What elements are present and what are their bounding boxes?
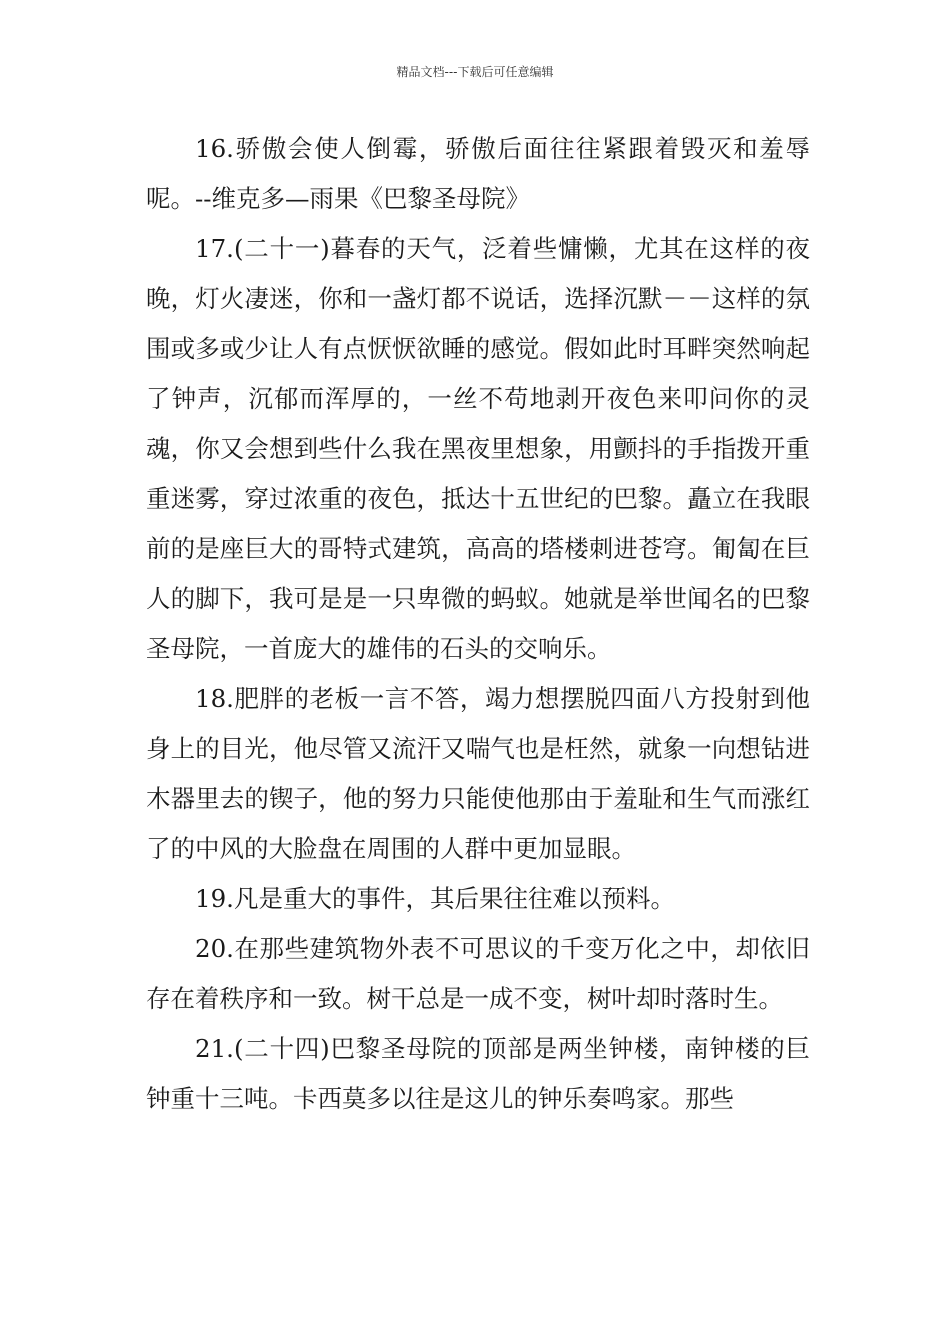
document-body <box>146 124 810 1124</box>
paragraph-21: 21.(二十四)巴黎圣母院的顶部是两坐钟楼，南钟楼的巨钟重十三吨。卡西莫多以往是这儿的钟乐奏鸣家。那些 <box>146 1034 810 1113</box>
paragraph-17: 17.(二十一)暮春的天气，泛着些慵懒，尤其在这样的夜晚，灯火凄迷，你和一盏灯都不说话，选择沉默－－这样的氛围或多或少让人有点恹恹欲睡的感觉。假如此时耳畔突然响起了钟声，沉郁而浑厚的，一丝不苟地剥开夜色来叩问你的灵魂，你又会想到些什么我在黑夜里想象，用颤抖的手指拨开重重迷雾，穿过浓重的夜色，抵达十五世纪的巴黎。矗立在我眼前的是座巨大的哥特式建筑，高高的塔楼刺进苍穹。匍匐在巨人的脚下，我可是是一只卑微的蚂蚁。她就是举世闻名的巴黎圣母院，一首庞大的雄伟的石头的交响乐。 <box>146 234 810 663</box>
paragraph-18: 18.肥胖的老板一言不答，竭力想摆脱四面八方投射到他身上的目光，他尽管又流汗又喘气也是枉然，就象一向想钻进木器里去的锲子，他的努力只能使他那由于羞耻和生气而涨红了的中风的大脸盘在周围的人群中更加显眼。 <box>146 684 810 863</box>
paragraph-16: 16.骄傲会使人倒霉，骄傲后面往往紧跟着毁灭和羞辱呢。--维克多—雨果《巴黎圣母院》 <box>146 134 810 213</box>
paragraph-19: 19.凡是重大的事件，其后果往往难以预料。 <box>195 884 675 913</box>
paragraph-20: 20.在那些建筑物外表不可思议的千变万化之中，却依旧存在着秩序和一致。树干总是一成不变，树叶却时落时生。 <box>146 934 810 1013</box>
page-header: 精品文档---下载后可任意编辑 <box>396 65 554 79</box>
